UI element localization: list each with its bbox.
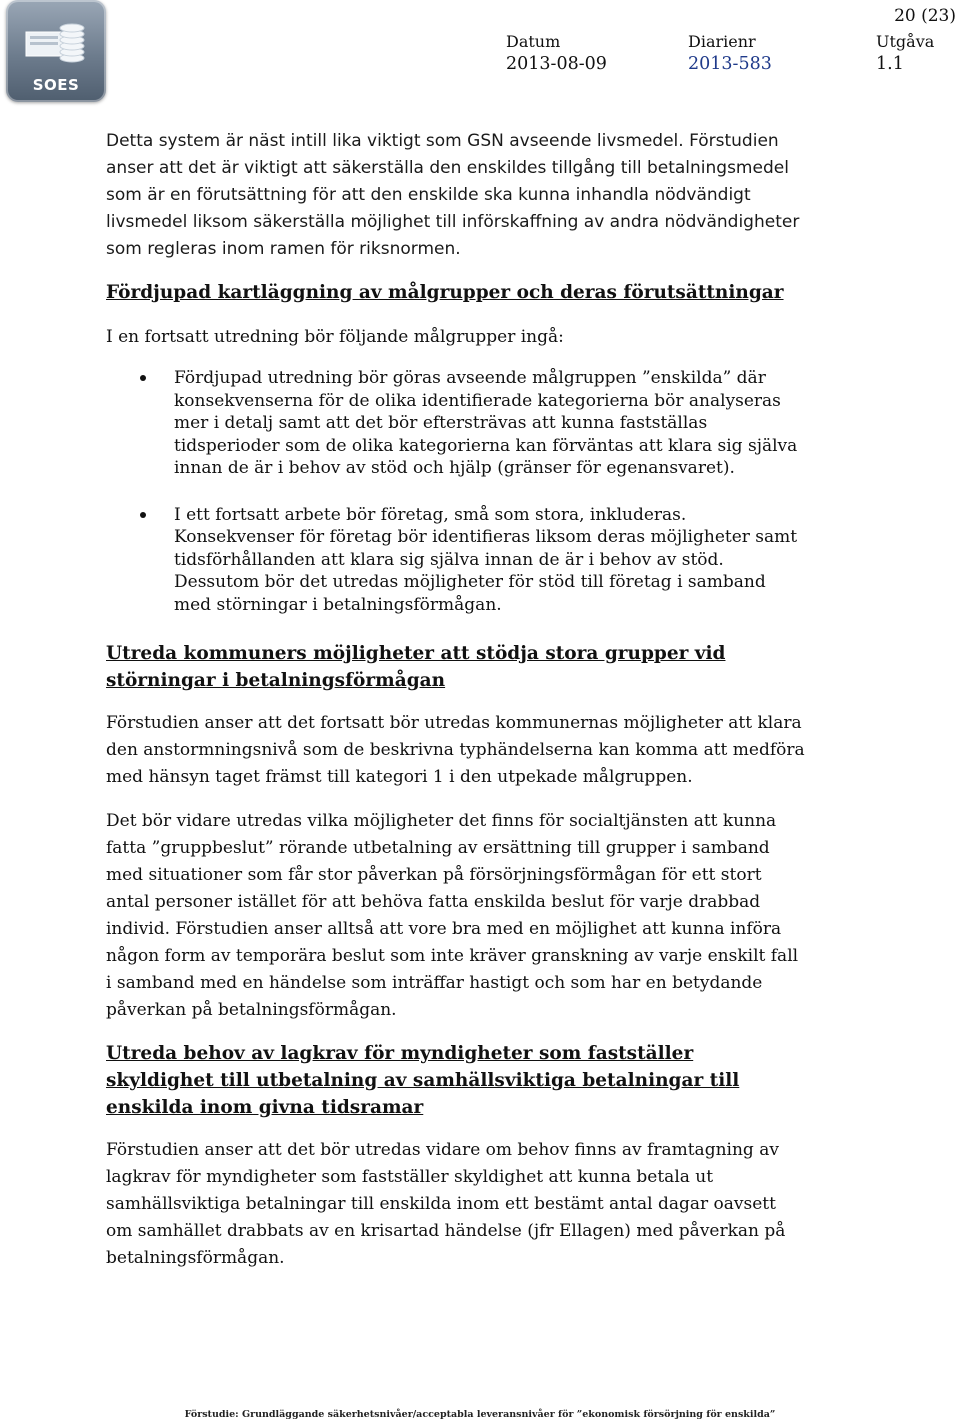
document-body [106,128,806,1272]
diarienr-value: 2013-583 [688,54,772,74]
intro-paragraph: Detta system är näst intill lika viktigt som GSN avseende livsmedel. Förstudien anser att det är viktigt att säkerställa den enskildes tillgång till betalningsmedel som är en förutsättning för att den enskilde ska kunna inhandla nödvändigt livsmedel liksom säkerställa möjlighet till införskaffning av andra nödvändigheter som regleras inom ramen för riksnormen. [106,131,800,259]
coins-icon [22,18,90,70]
paragraph-kommuner-2: Det bör vidare utredas vilka möjligheter det finns för socialtjänsten att kunna fatta ”gruppbeslut” rörande utbetalning av ersättning till grupper i samband med situationer som får stor påverkan på försörjningsförmågan för ett stort antal personer istället för att behöva fatta enskilda beslut för varje drabbad individ. Förstudien anser alltså att vore bra med en möjlighet att kunna införa någon form av temporära beslut som inte kräver granskning av varje enskilt fall i samband med en händelse som inträffar hastigt och som har en betydande påverkan på betalningsförmågan. [106,811,799,1020]
section-lead: I en fortsatt utredning bör följande målgrupper ingå: [106,327,564,347]
utgava-label: Utgåva [876,32,935,51]
list-item [106,367,806,480]
datum-value: 2013-08-09 [506,54,607,74]
page-footer: Förstudie: Grundläggande säkerhetsnivåer/acceptabla leveransnivåer för ”ekonomisk försörjning för enskilda” [184,1409,776,1420]
list-item-text: Fördjupad utredning bör göras avseende målgruppen ”enskilda” där konsekvenserna för de olika identifierade kategorierna bör analyseras mer i detalj samt att det bör eftersträvas att kunna fastställas tidsperioder som de olika kategorierna kan förväntas att klara sig själva innan de är i behov av stöd och hjälp (gränser för egenansvaret). [174,368,798,478]
list-item [106,504,806,617]
section-heading-lagkrav: Utreda behov av lagkrav för myndigheter som fastställer skyldighet till utbetalning av samhällsviktiga betalningar till enskilda inom givna tidsramar [106,1043,740,1118]
bullet-icon [140,512,146,518]
paragraph-lagkrav: Förstudien anser att det bör utredas vidare om behov finns av framtagning av lagkrav för myndigheter som fastställer skyldighet att kunna betala ut samhällsviktiga betalningar till enskilda inom ett bestämt antal dagar oavsett om samhället drabbats av en krisartad händelse (jfr Ellagen) med påverkan på betalningsförmågan. [106,1140,786,1268]
diarienr-label: Diarienr [688,32,756,51]
paragraph-kommuner-1: Förstudien anser att det fortsatt bör utredas kommunernas möjligheter att klara den anstormningsnivå som de beskrivna typhändelserna kan komma att medföra med hänsyn taget främst till kategori 1 i den utpekade målgruppen. [106,713,805,787]
soes-logo [6,0,106,102]
utgava-value: 1.1 [876,54,904,74]
page-number: 20 (23) [894,6,956,26]
section-heading-malgrupper: Fördjupad kartläggning av målgrupper och deras förutsättningar [106,282,784,303]
bullet-list [106,367,806,616]
list-item-text: I ett fortsatt arbete bör företag, små som stora, inkluderas. Konsekvenser för företag bör identifieras liksom deras möjligheter samt tidsförhållanden att klara sig själva innan de är i behov av stöd. Dessutom bör det utredas möjligheter för stöd till företag i samband med störningar i betalningsförmågan. [174,504,798,615]
bullet-icon [140,375,146,381]
datum-label: Datum [506,32,561,51]
logo-text: SOES [32,76,80,94]
section-heading-kommuner: Utreda kommuners möjligheter att stödja stora grupper vid störningar i betalningsförmågan [106,643,726,691]
